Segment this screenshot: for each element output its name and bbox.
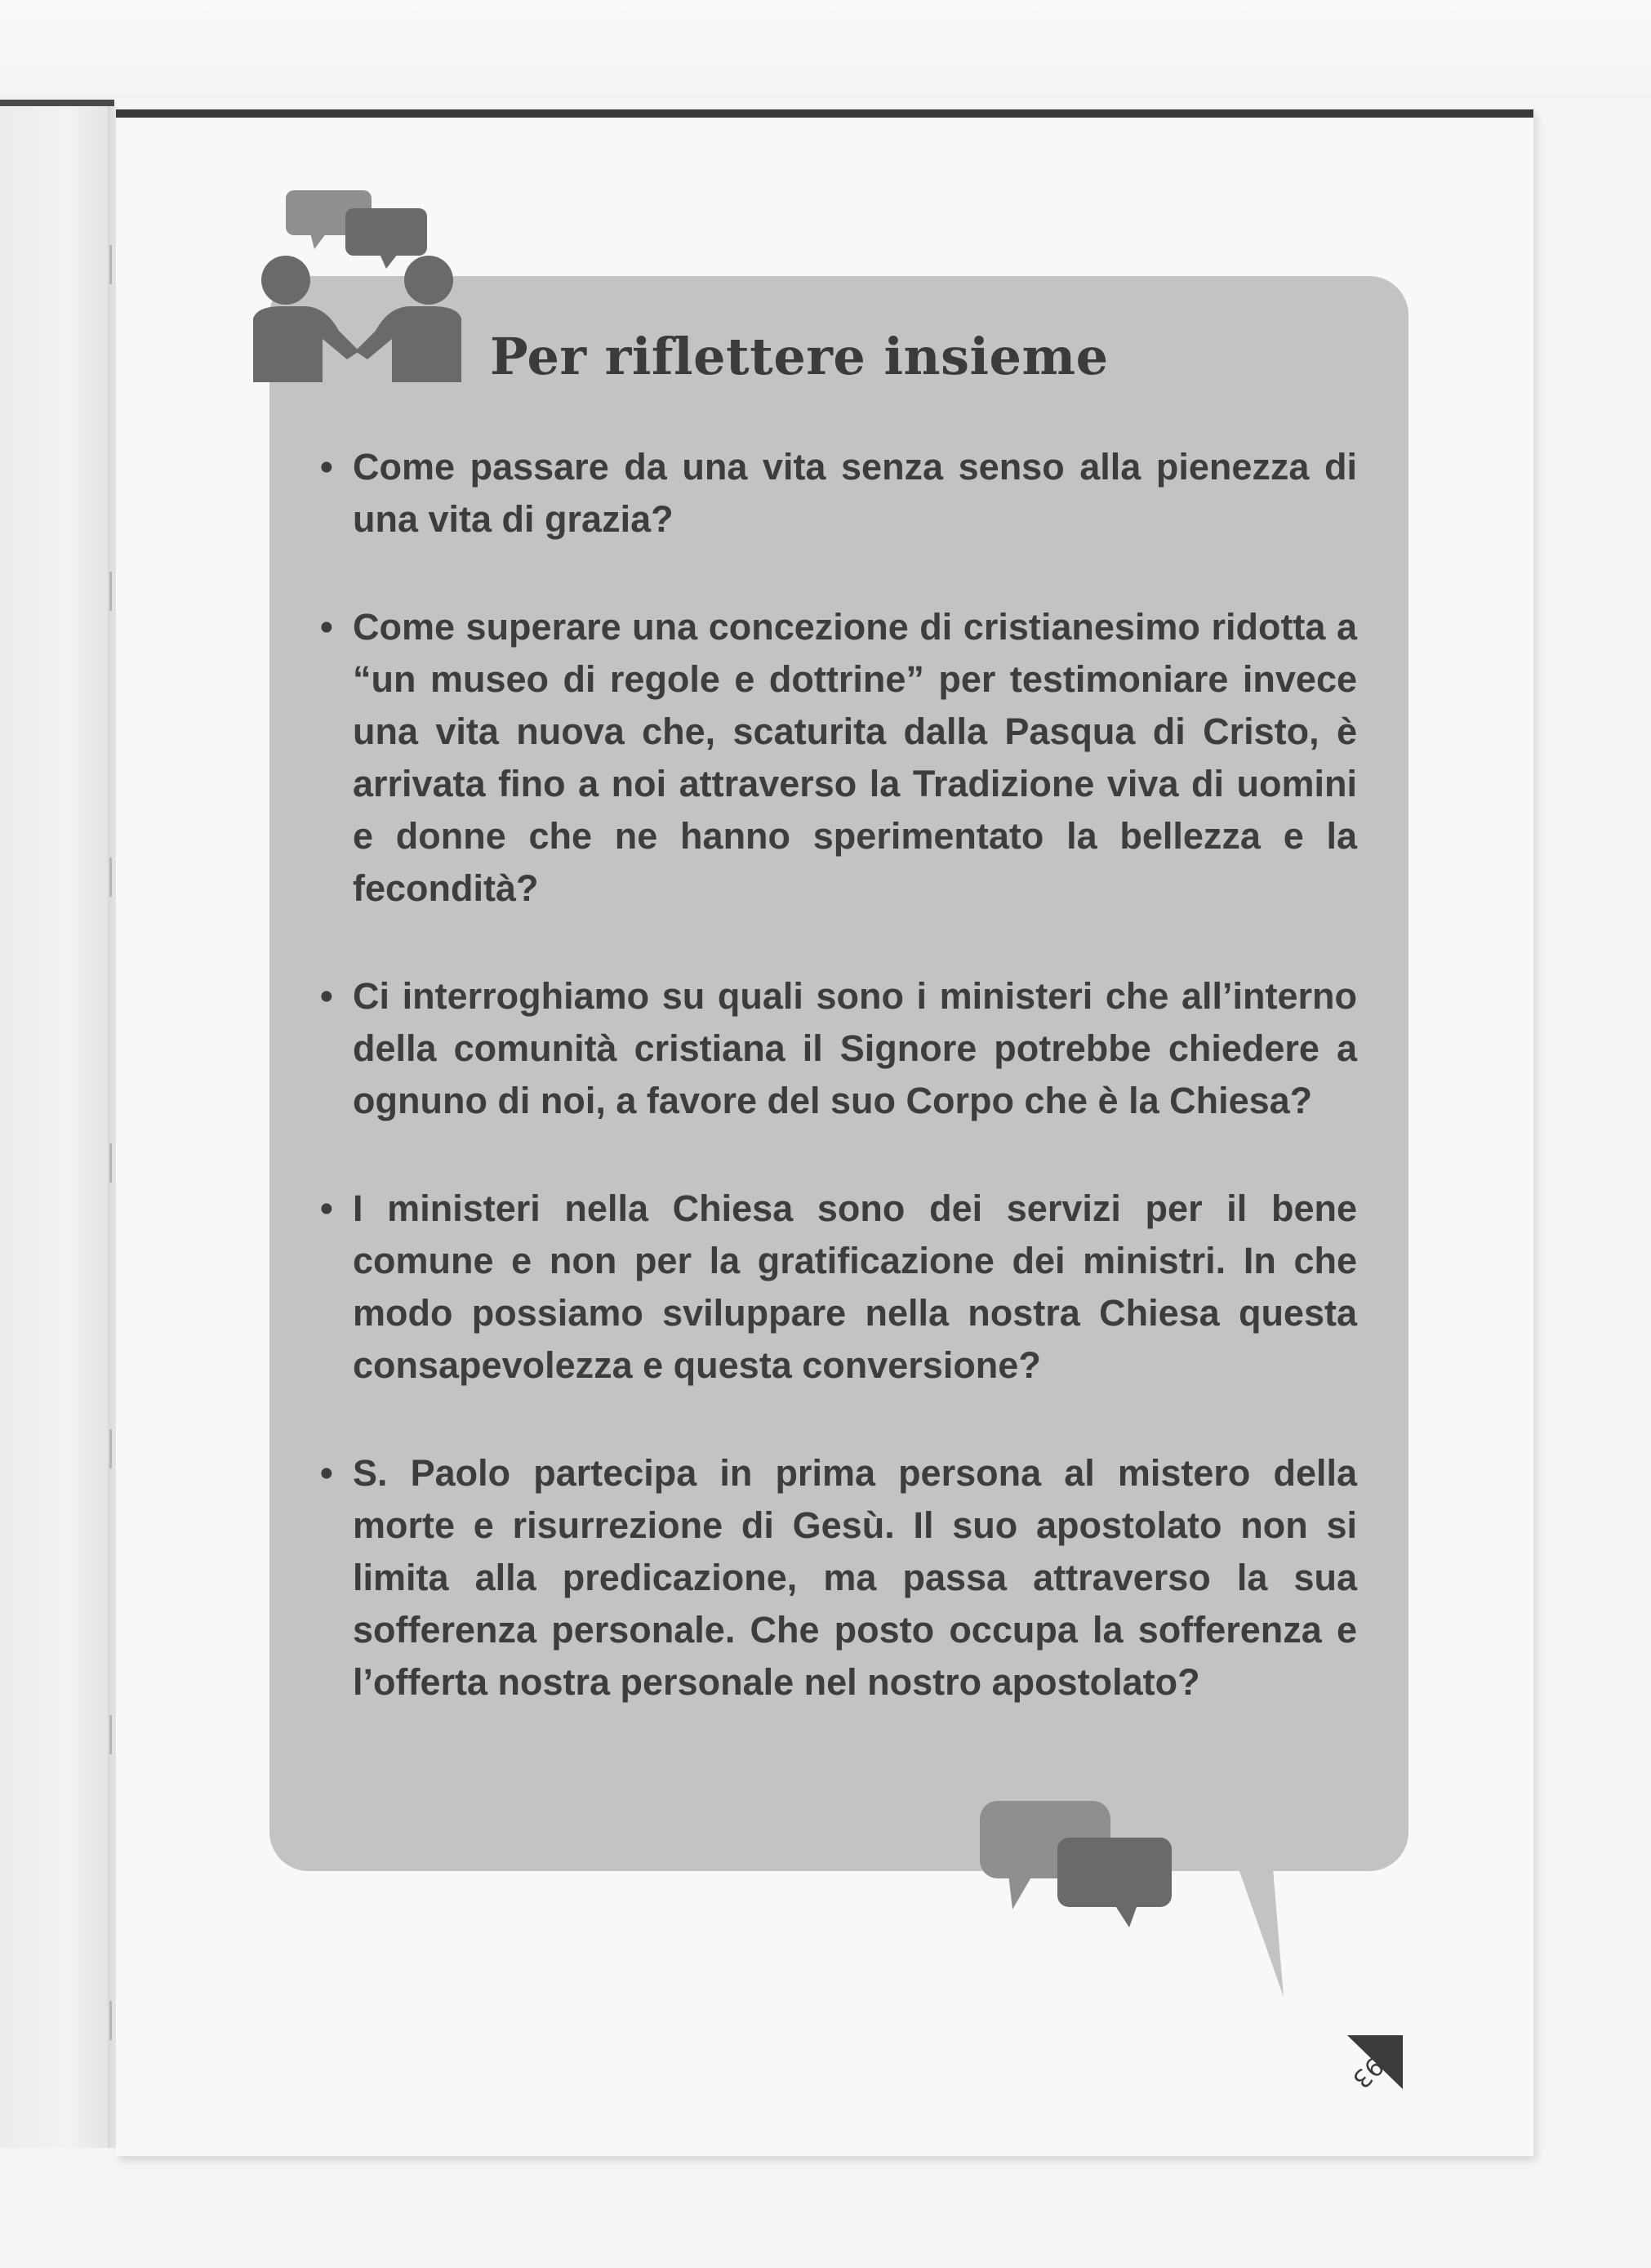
question-text: Come passare da una vita senza senso alla pienezza di una vita di grazia? [353, 446, 1357, 540]
question-item [320, 970, 1357, 1127]
question-item [320, 1447, 1357, 1709]
binding-stitch [109, 2001, 112, 2040]
question-item [320, 441, 1357, 546]
question-item [320, 1183, 1357, 1392]
bullet-icon: • [320, 446, 333, 488]
binding-stitch [109, 245, 112, 284]
bullet-icon: • [320, 975, 333, 1017]
left-page [0, 106, 114, 2148]
binding-stitch [109, 1429, 112, 1468]
section-title: Per riflettere insieme [490, 327, 1109, 386]
bullet-icon: • [320, 606, 333, 648]
questions-list [320, 441, 1357, 1764]
question-text: Ci interroghiamo su quali sono i ministeri che all’interno della comunità cristiana il Signore potrebbe chiedere a ognuno di noi, a favore del suo Corpo che è la Chiesa? [353, 975, 1357, 1121]
binding-stitch [109, 858, 112, 897]
binding-stitch [109, 572, 112, 611]
bullet-icon: • [320, 1187, 333, 1229]
question-item [320, 601, 1357, 915]
question-text: I ministeri nella Chiesa sono dei servizi per il bene comune e non per la gratificazione dei ministri. In che modo possiamo sviluppare nella nostra Chiesa questa consapevolezza e questa conversione? [353, 1187, 1357, 1386]
bullet-icon: • [320, 1452, 333, 1494]
question-text: Come superare una concezione di cristianesimo ridotta a “un museo di regole e dottrine” per testimoniare invece una vita nuova che, scaturita dalla Pasqua di Cristo, è arrivata fino a noi attraverso la Tradizione viva di uomini e donne che ne hanno sperimentato la bellezza e la fecondità? [353, 606, 1357, 909]
binding-stitch [109, 1143, 112, 1183]
speech-tail [1225, 1829, 1306, 2001]
people-conversation-icon [249, 184, 465, 388]
scan-background [0, 0, 1651, 100]
speech-bubbles-icon [976, 1797, 1180, 1936]
binding-stitch [109, 1715, 112, 1754]
page-number: 93 [1346, 2051, 1389, 2094]
question-text: S. Paolo partecipa in prima persona al mistero della morte e risurrezione di Gesù. Il suo apostolato non si limita alla predicazione, ma passa attraverso la sua sofferenza personale. Che posto occupa la sofferenza e l’offerta nostra personale nel nostro apostolato? [353, 1452, 1357, 1703]
